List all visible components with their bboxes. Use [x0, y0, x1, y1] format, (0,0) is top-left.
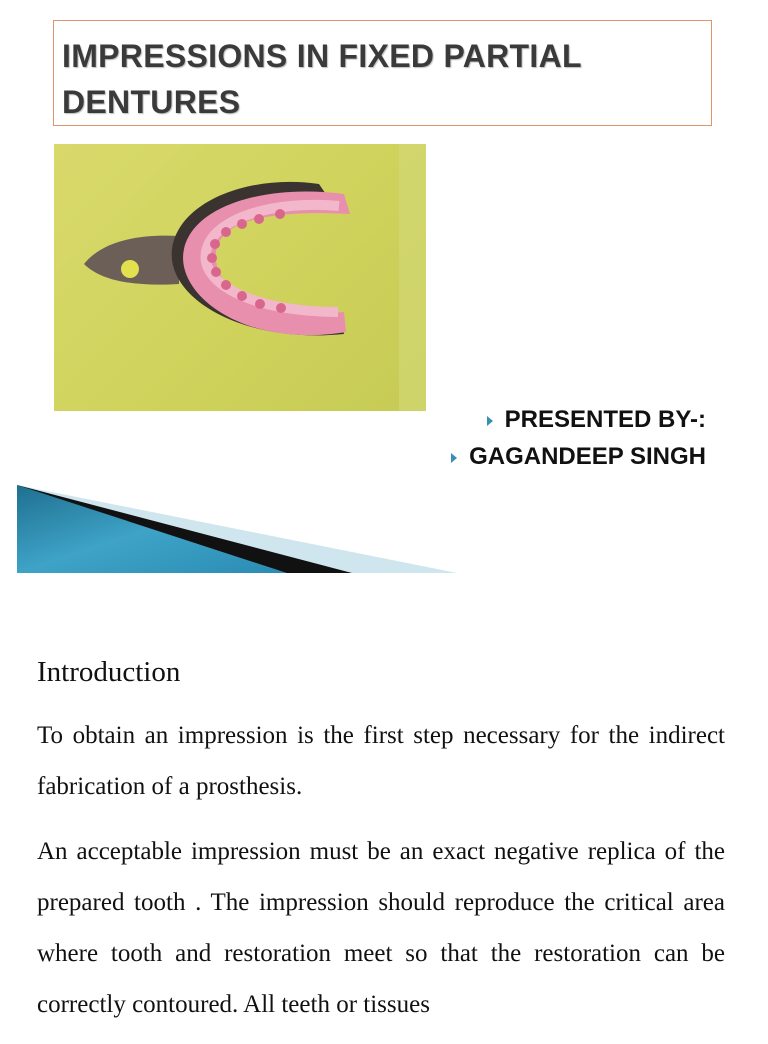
presenter-label-item [346, 406, 706, 434]
presenter-name: GAGANDEEP SINGH [469, 443, 706, 470]
presenter-name-item [346, 443, 706, 471]
document-body [37, 650, 725, 1044]
impression-photo [54, 144, 426, 411]
presenter-label: PRESENTED BY-: [504, 406, 706, 433]
bullet-arrow-icon [451, 453, 457, 463]
slide-title: IMPRESSIONS IN FIXED PARTIAL DENTURES [62, 38, 582, 120]
paragraph: To obtain an impression is the first step necessary for the indirect fabrication of a prosthesis. [37, 722, 725, 800]
paragraph: An acceptable impression must be an exact negative replica of the prepared tooth . The impression should reproduce the critical area where tooth and restoration meet so that the restoration can be correctly contoured. All teeth or tissues [37, 838, 725, 1018]
title-box [53, 20, 712, 126]
bullet-arrow-icon [487, 416, 493, 426]
section-heading: Introduction [37, 656, 181, 688]
decorative-wedge-banner [17, 485, 457, 573]
impression-tray-illustration [54, 144, 426, 411]
